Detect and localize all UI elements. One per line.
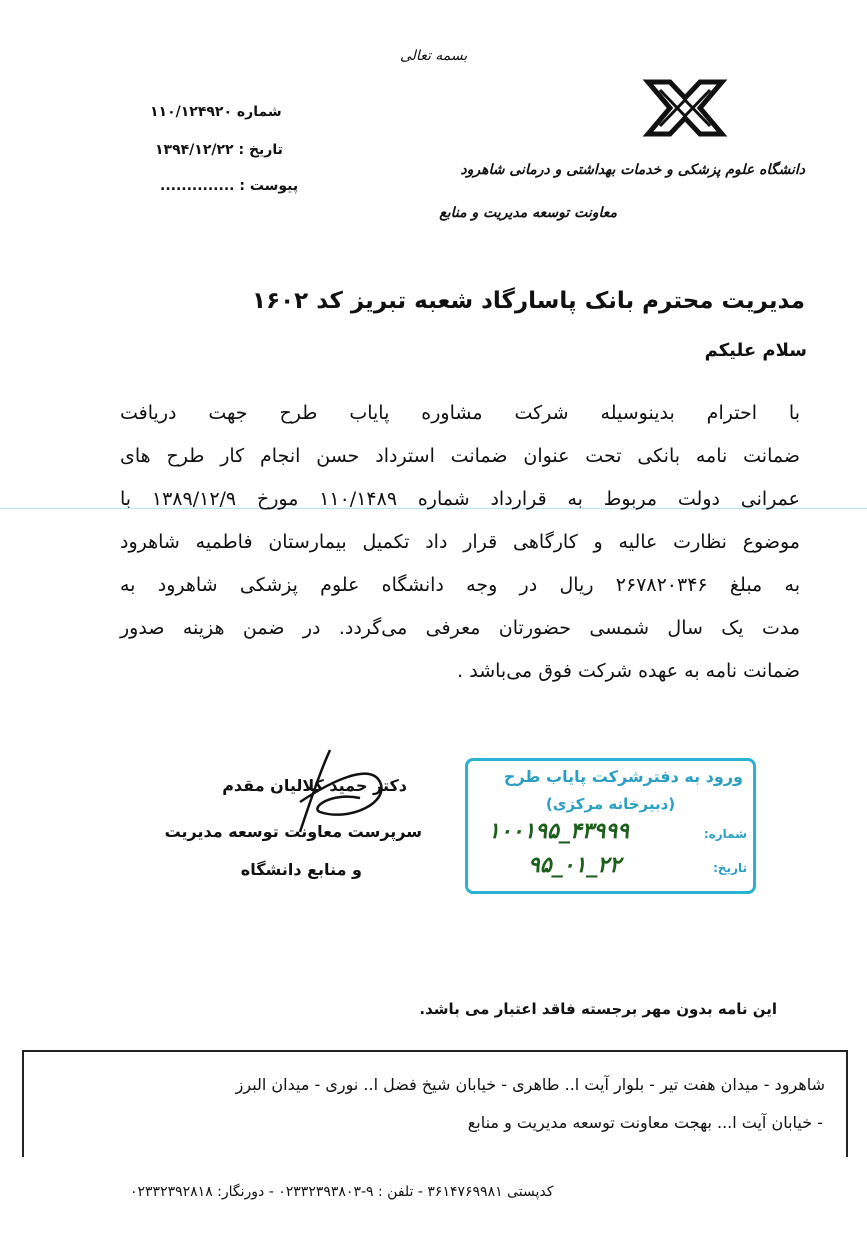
stamp-number-value: ۱۰۰۱۹۵_۴۳۹۹۹ (488, 819, 629, 844)
letter-date-label: تاریخ : (238, 142, 283, 158)
body-line: عمرانی دولت مربوط به قرارداد شماره ۱۱۰/۱۴۸۹ مورخ ۱۳۸۹/۱۲/۹ با (120, 488, 800, 510)
university-emblem-icon (640, 72, 730, 144)
handwritten-signature (270, 742, 400, 852)
stamp-date-label: تاریخ: (713, 861, 747, 875)
body-line: ضمانت نامه بانکی تحت عنوان ضمانت استرداد حسن انجام کار طرح های (120, 445, 800, 467)
footer-address-box (22, 1050, 848, 1157)
org-name: دانشگاه علوم پزشکی و خدمات بهداشتی و درمانی شاهرود (460, 162, 805, 178)
stamp-date-value: ۹۵_۰۱_۲۲ (528, 853, 621, 878)
signatory-title: سرپرست معاونت توسعه مدیریت (164, 822, 422, 841)
footer-contact: کدپستی ۳۶۱۴۷۶۹۹۸۱ - تلفن : ۹-۰۲۳۳۲۳۹۳۸۰۳ - دورنگار: ۰۲۳۳۲۳۹۲۸۱۸ (130, 1184, 554, 1200)
stamp-subtitle: (دبیرخانه مرکزی) (545, 795, 676, 813)
letter-number-label: شماره (236, 104, 282, 120)
validity-note: این نامه بدون مهر برجسته فاقد اعتبار می باشد. (419, 1000, 777, 1018)
body-line: مدت یک سال شمسی حضورتان معرفی می‌گردد. در ضمن هزینه صدور (120, 617, 800, 639)
stamp-number-label: شماره: (703, 827, 747, 841)
org-unit: معاونت توسعه مدیریت و منابع (439, 205, 617, 221)
registration-stamp (465, 758, 756, 894)
letter-attachment-value: .............. (160, 178, 235, 194)
signatory-title-2: و منابع دانشگاه (240, 860, 362, 879)
footer-address-line-1: شاهرود - میدان هفت تیر - بلوار آیت ا.. طاهری - خیابان شیخ فضل ا.. نوری - میدان البرز (235, 1075, 825, 1094)
bismillah: بسمه تعالی (400, 48, 468, 64)
letter-date-value: ۱۳۹۴/۱۲/۲۲ (155, 142, 234, 158)
letter-number (150, 104, 282, 120)
body-line: به مبلغ ۲۶۷۸۲۰۳۴۶ ریال در وجه دانشگاه علوم پزشکی شاهرود به (120, 574, 800, 596)
letter-number-value: ۱۱۰/۱۲۴۹۲۰ (150, 104, 233, 120)
stamp-title: ورود به دفترشرکت پایاب طرح (503, 767, 743, 786)
letter-attachment-label: پیوست : (239, 178, 299, 194)
body-line: با احترام بدینوسیله شرکت مشاوره پایاب طرح جهت دریافت (120, 402, 800, 424)
letter-body (120, 392, 800, 693)
signatory-name: دکتر حمید کلالیان مقدم (222, 776, 407, 795)
body-line: موضوع نظارت عالیه و کارگاهی قرار داد تکمیل بیمارستان فاطمیه شاهرود (120, 531, 800, 553)
letter-attachment (160, 178, 298, 194)
footer-address-line-2: - خیابان آیت ا... بهجت معاونت توسعه مدیریت و منابع (467, 1113, 823, 1132)
addressee: مدیریت محترم بانک پاسارگاد شعبه تبریز کد ۱۶۰۲ (252, 288, 805, 314)
greeting: سلام علیکم (704, 340, 807, 361)
body-line: ضمانت نامه به عهده شرکت فوق می‌باشد . (457, 660, 800, 682)
letter-date (155, 142, 283, 158)
